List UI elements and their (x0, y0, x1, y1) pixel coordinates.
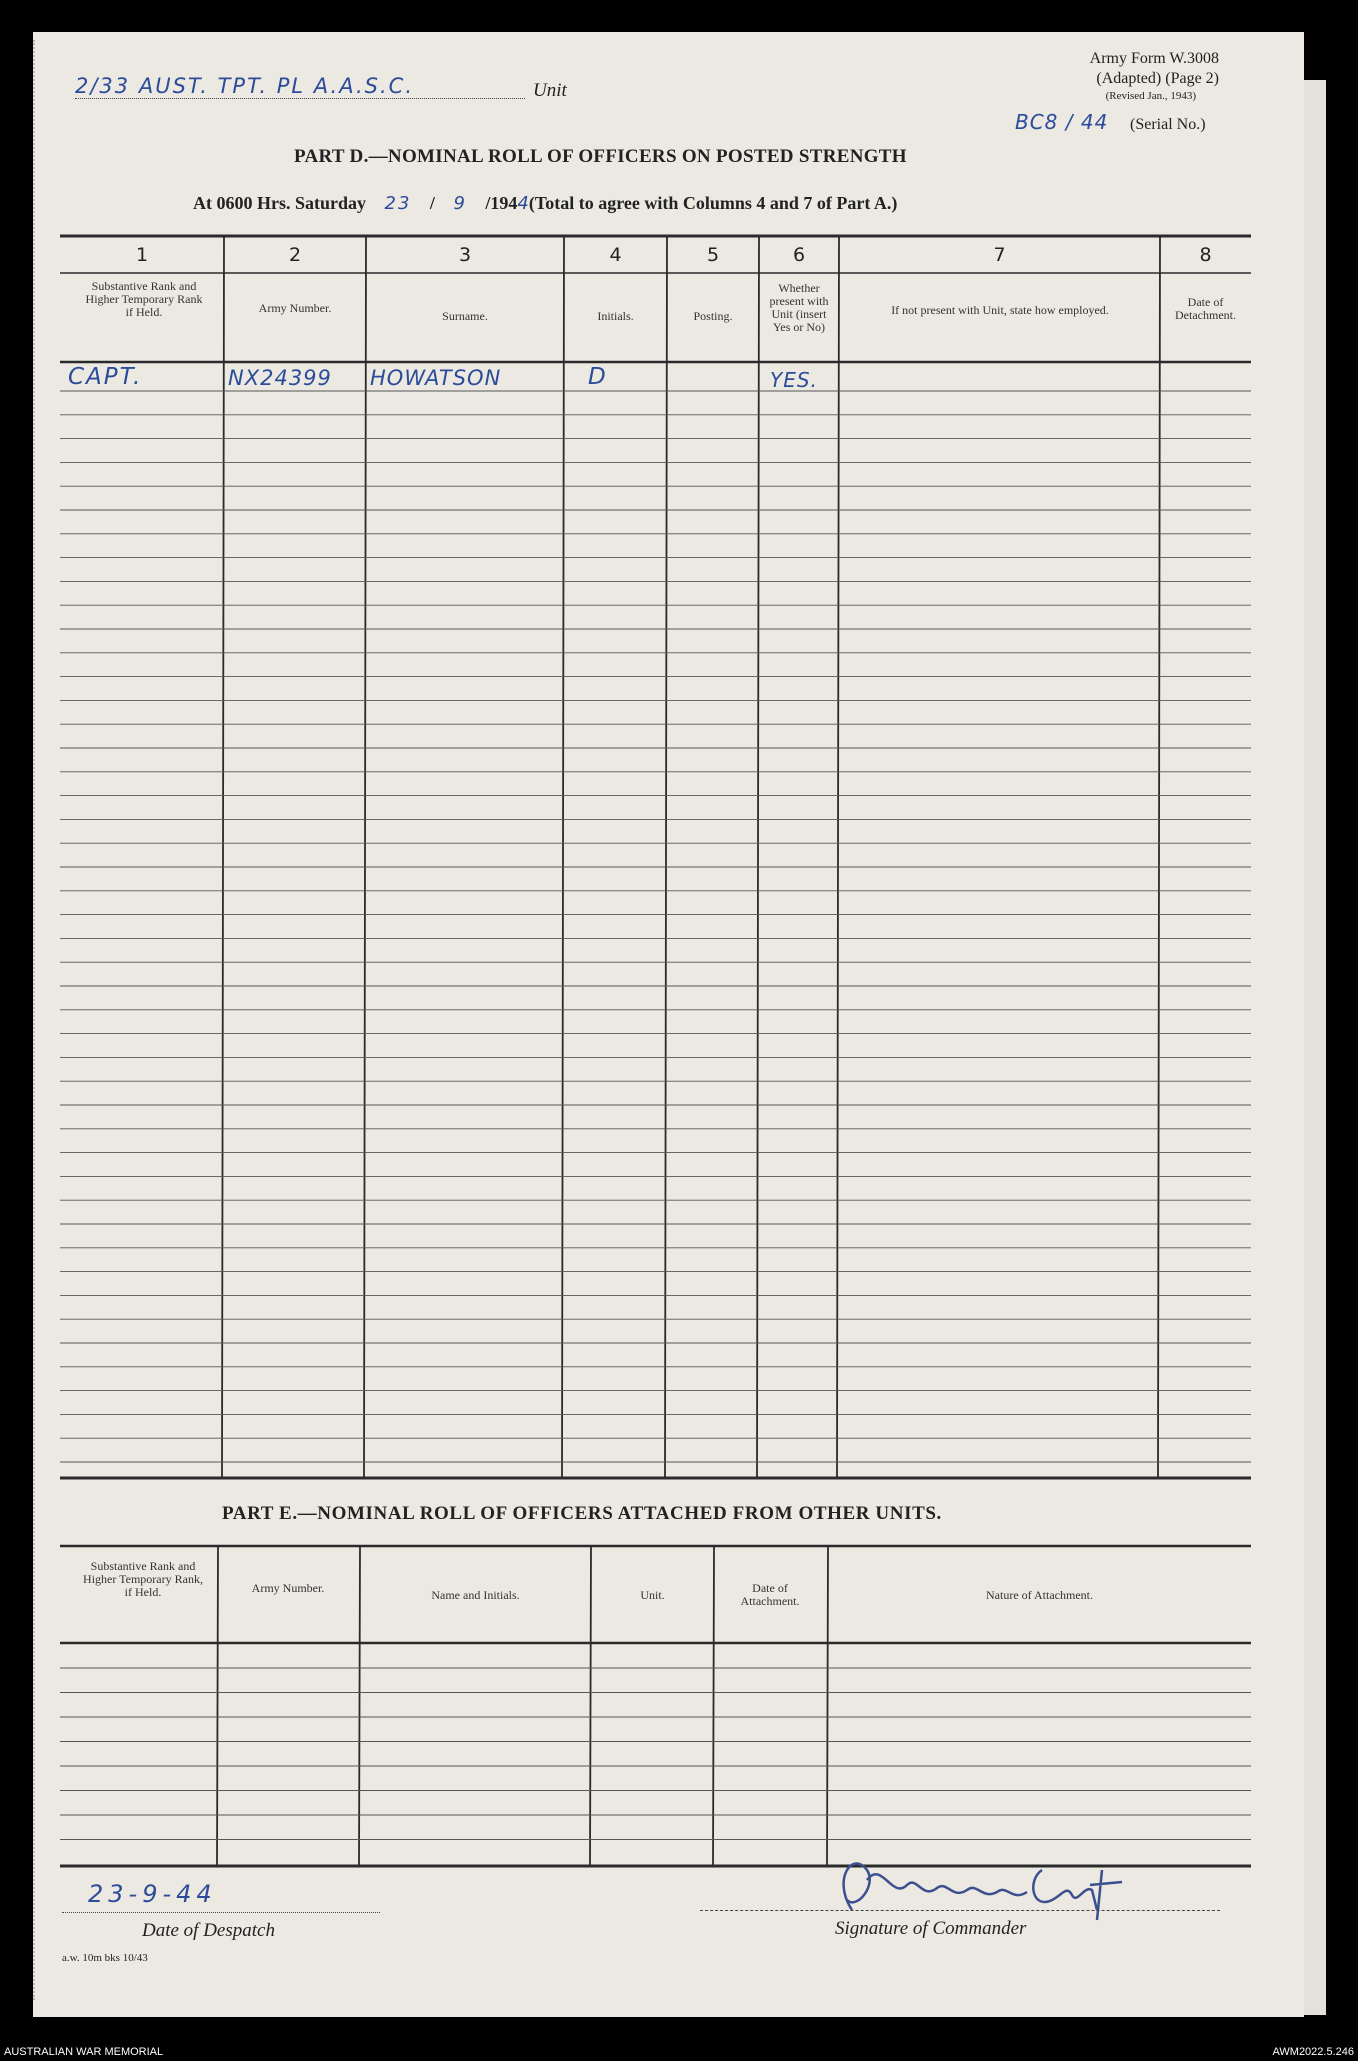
col-num-7: 7 (993, 244, 1006, 266)
print-code: a.w. 10m bks 10/43 (62, 1952, 148, 1964)
entry-surname: HOWATSON (370, 366, 502, 390)
e-col-header-rank: Substantive Rank and Higher Temporary Rank, if Held. (83, 1559, 203, 1599)
col-num-4: 4 (609, 244, 622, 266)
form-revised: (Revised Jan., 1943) (1105, 90, 1196, 102)
part-e-title: PART E.—NOMINAL ROLL OF OFFICERS ATTACHED FROM OTHER UNITS. (222, 1503, 942, 1524)
despatch-label: Date of Despatch (142, 1920, 275, 1941)
col-header-posting: Posting. (693, 309, 733, 323)
e-col-header-unit: Unit. (640, 1588, 665, 1602)
despatch-dotline (62, 1912, 380, 1913)
e-col-header-nature: Nature of Attachment. (986, 1588, 1093, 1602)
date-total-text: (Total to agree with Columns 4 and 7 of Part A.) (528, 193, 898, 213)
date-at-text: At 0600 Hrs. Saturday (193, 193, 367, 213)
entry-present: YES. (770, 368, 818, 392)
col-num-3: 3 (458, 244, 472, 266)
col-header-army-number: Army Number. (258, 301, 332, 315)
unit-value: 2/33 AUST. TPT. PL A.A.S.C. (75, 74, 415, 98)
unit-label: Unit (533, 80, 567, 101)
date-slash: / (429, 193, 435, 213)
date-day: 23 (384, 193, 412, 214)
e-col-header-army-number: Army Number. (251, 1581, 325, 1595)
col-header-detachment: Date of Detachment. (1175, 295, 1236, 322)
e-col-header-attachment-date: Date of Attachment. (740, 1581, 800, 1608)
col-header-employed: If not present with Unit, state how employed. (891, 303, 1109, 317)
date-year-digit: 4 (517, 193, 529, 214)
entry-army-number: NX24399 (228, 366, 332, 390)
form-adapted: (Adapted) (Page 2) (1096, 70, 1219, 87)
form-number: Army Form W.3008 (1089, 50, 1219, 67)
signature-dotline (700, 1910, 1220, 1911)
serial-label: (Serial No.) (1130, 116, 1206, 133)
serial-value: BC8 / 44 (1015, 110, 1109, 134)
archive-right-label: AWM2022.5.246 (1272, 2046, 1354, 2058)
e-col-header-name: Name and Initials. (431, 1588, 520, 1602)
date-year-prefix: /194 (485, 193, 518, 213)
col-num-6: 6 (792, 244, 806, 266)
date-month: 9 (453, 193, 467, 214)
entry-rank: CAPT. (68, 364, 143, 390)
signature-label: Signature of Commander (835, 1918, 1027, 1939)
col-num-1: 1 (135, 244, 149, 266)
despatch-date-value: 23-9-44 (88, 1880, 217, 1908)
col-num-8: 8 (1199, 244, 1212, 266)
col-header-initials: Initials. (597, 309, 634, 323)
col-num-5: 5 (706, 244, 720, 266)
col-num-2: 2 (288, 244, 302, 266)
col-header-rank: Substantive Rank and Higher Temporary Rank if Held. (85, 279, 203, 319)
part-d-title: PART D.—NOMINAL ROLL OF OFFICERS ON POSTED STRENGTH (294, 146, 907, 167)
col-header-surname: Surname. (442, 309, 488, 323)
archive-left-label: AUSTRALIAN WAR MEMORIAL (4, 2046, 164, 2058)
col-header-present: Whether present with Unit (insert Yes or No) (769, 281, 829, 334)
entry-initials: D (588, 364, 608, 390)
signature-scribble (822, 1840, 1152, 1930)
